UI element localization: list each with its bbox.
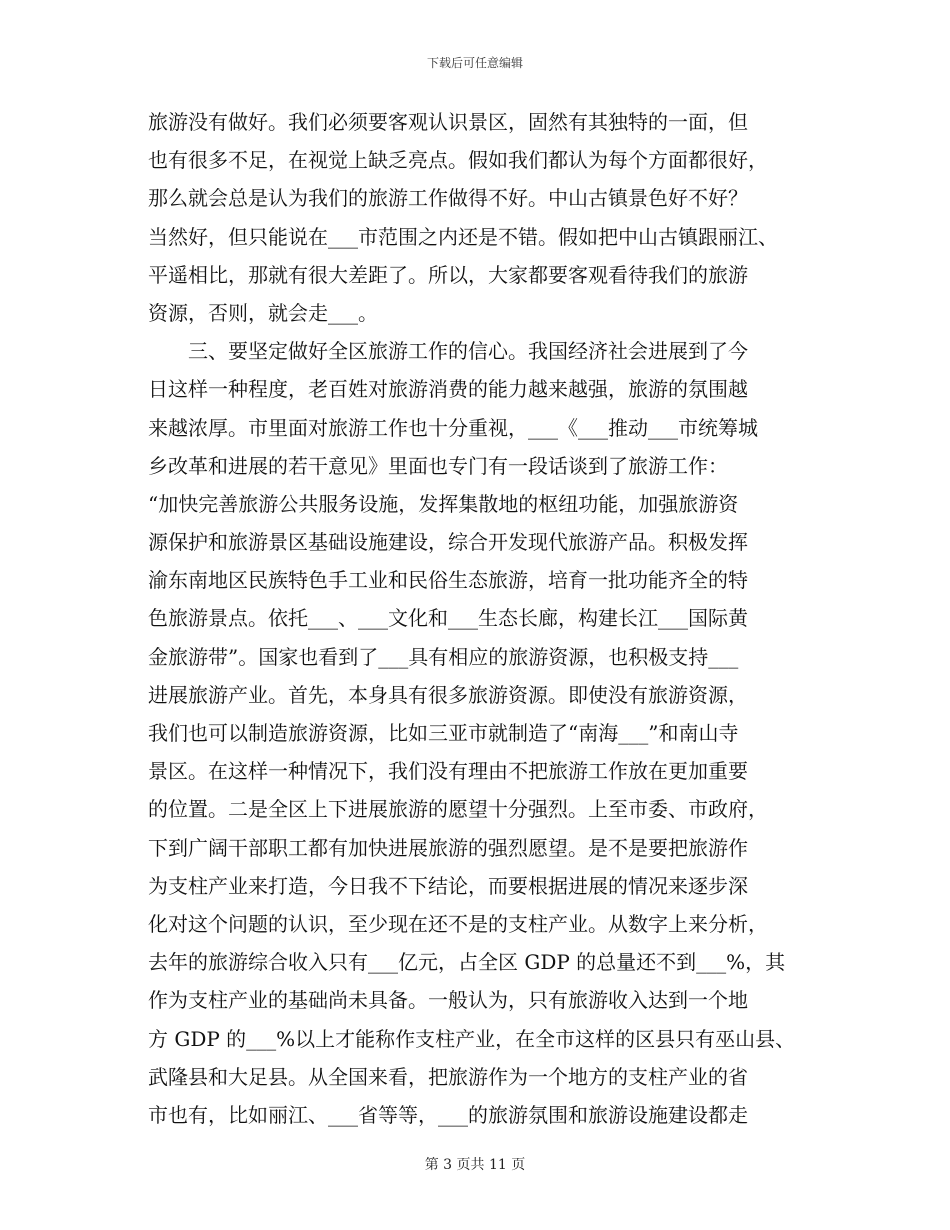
text-line: 进展旅游产业。首先，本身具有很多旅游资源。即使没有旅游资源， xyxy=(148,682,748,707)
text-line: 平遥相比，那就有很大差距了。所以，大家都要客观看待我们的旅游 xyxy=(148,262,748,287)
text-line: 去年的旅游综合收入只有___亿元，占全区 GDP 的总量还不到___%，其 xyxy=(148,950,786,975)
text-line: 景区。在这样一种情况下，我们没有理由不把旅游工作放在更加重要 xyxy=(148,759,748,784)
text-line: 三、要坚定做好全区旅游工作的信心。我国经济社会进展到了今 xyxy=(148,339,748,364)
text-line: 日这样一种程度，老百姓对旅游消费的能力越来越强，旅游的氛围越 xyxy=(148,377,748,402)
page-header: 下载后可任意编辑 xyxy=(426,56,523,70)
text-line: 资源，否则，就会走___。 xyxy=(148,300,378,325)
text-line: 武隆县和大足县。从全国来看，把旅游作为一个地方的支柱产业的省 xyxy=(148,1064,748,1089)
text-line: 方 GDP 的___%以上才能称作支柱产业，在全市这样的区县只有巫山县、 xyxy=(148,1026,796,1051)
text-line: 乡改革和进展的若干意见》里面也专门有一段话谈到了旅游工作： xyxy=(148,453,728,478)
text-line: 的位置。二是全区上下进展旅游的愿望十分强烈。上至市委、市政府， xyxy=(148,797,768,822)
page-footer: 第 3 页共 11 页 xyxy=(424,1157,526,1173)
text-line: “加快完善旅游公共服务设施，发挥集散地的枢纽功能，加强旅游资 xyxy=(148,491,739,516)
text-line: 当然好，但只能说在___市范围之内还是不错。假如把中山古镇跟丽江、 xyxy=(148,224,778,249)
document-body xyxy=(148,103,828,1134)
text-line: 为支柱产业来打造，今日我不下结论，而要根据进展的情况来逐步深 xyxy=(148,873,748,898)
text-line: 下到广阔干部职工都有加快进展旅游的强烈愿望。是不是要把旅游作 xyxy=(148,835,748,860)
text-line: 金旅游带”。国家也看到了___具有相应的旅游资源，也积极支持___ xyxy=(148,644,739,669)
text-line: 化对这个问题的认识，至少现在还不是的支柱产业。从数字上来分析， xyxy=(148,911,768,936)
text-line: 旅游没有做好。我们必须要客观认识景区，固然有其独特的一面，但 xyxy=(148,110,748,134)
text-line: 作为支柱产业的基础尚未具备。一般认为，只有旅游收入达到一个地 xyxy=(148,988,748,1013)
text-line: 色旅游景点。依托___、___文化和___生态长廊，构建长江___国际黄 xyxy=(148,606,748,631)
text-line: 来越浓厚。市里面对旅游工作也十分重视，___《___推动___市统筹城 xyxy=(148,415,758,440)
text-line: 源保护和旅游景区基础设施建设，综合开发现代旅游产品。积极发挥 xyxy=(148,530,748,555)
text-line: 也有很多不足，在视觉上缺乏亮点。假如我们都认为每个方面都很好， xyxy=(148,148,768,173)
text-line: 市也有，比如丽江、___省等等，___的旅游氛围和旅游设施建设都走 xyxy=(148,1102,748,1127)
text-line: 渝东南地区民族特色手工业和民俗生态旅游，培育一批功能齐全的特 xyxy=(148,568,748,593)
text-line: 那么就会总是认为我们的旅游工作做得不好。中山古镇景色好不好？ xyxy=(148,186,748,211)
text-line: 我们也可以制造旅游资源，比如三亚市就制造了“南海___”和南山寺 xyxy=(148,721,739,745)
